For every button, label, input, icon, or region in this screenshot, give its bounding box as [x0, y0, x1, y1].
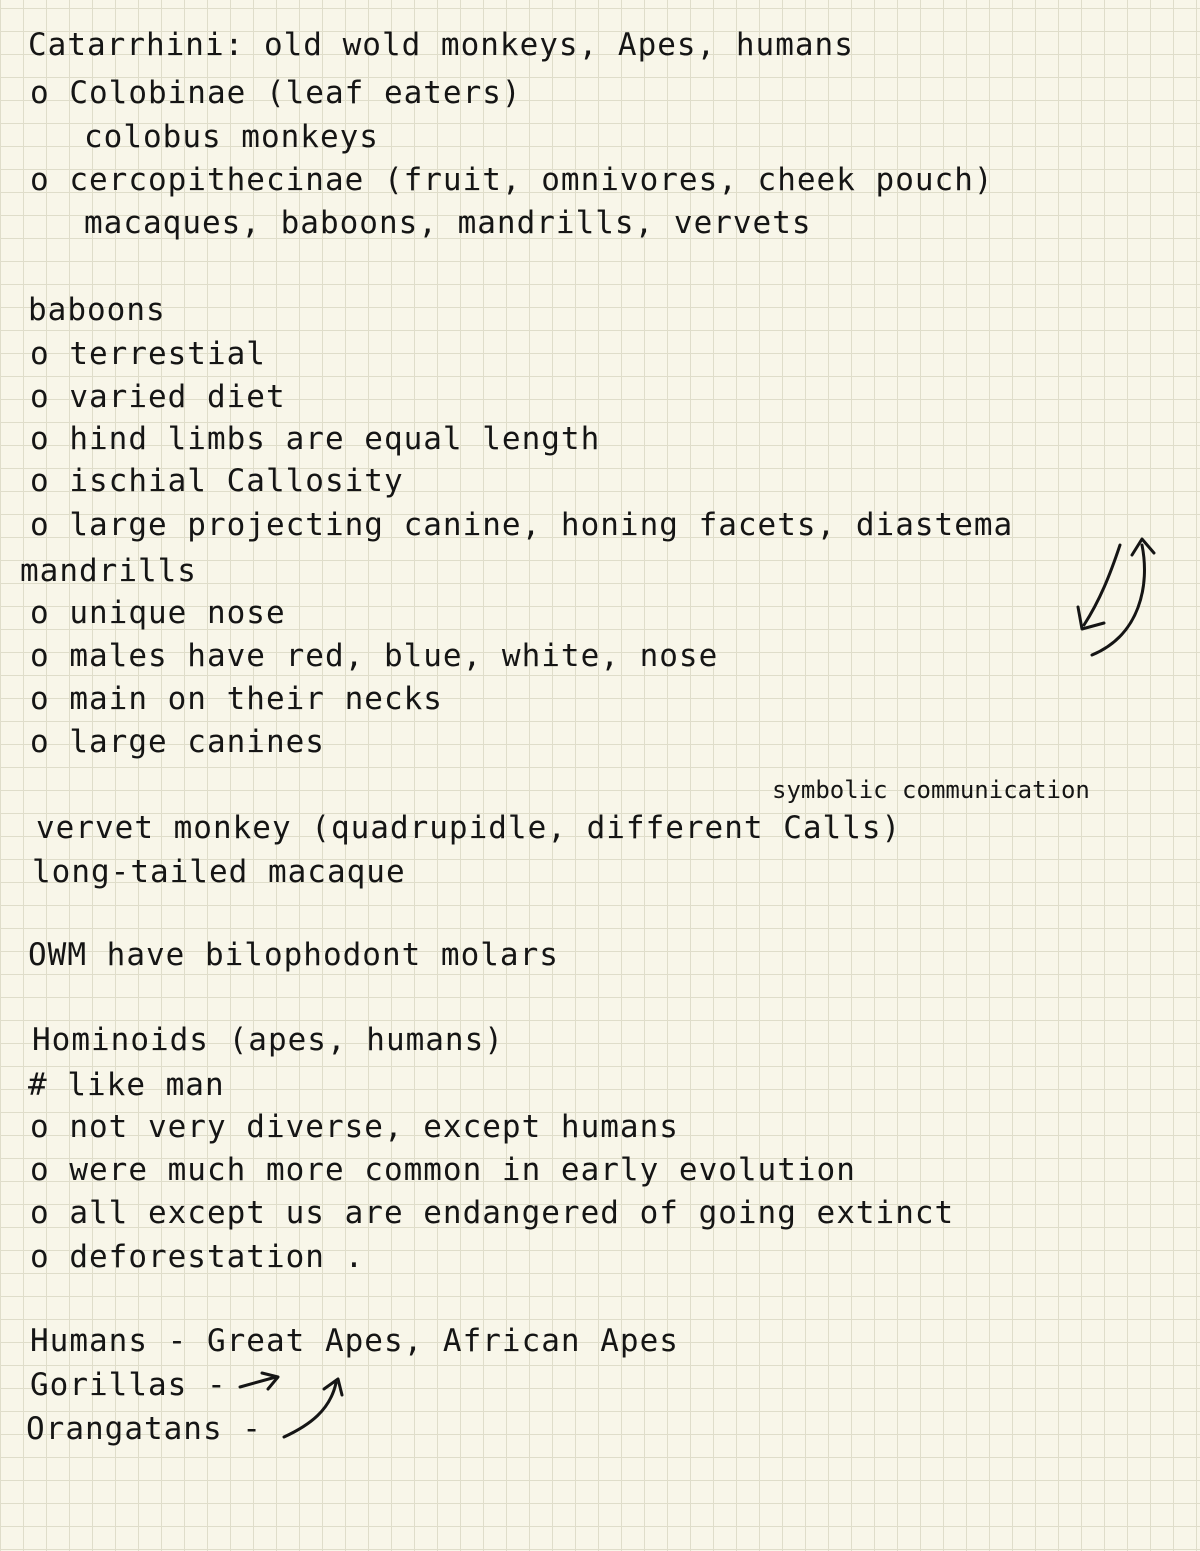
- gorillas-line: Gorillas -: [30, 1367, 227, 1403]
- symbolic-annotation: symbolic communication: [772, 776, 1090, 804]
- hominoids-item: o deforestation .: [30, 1242, 364, 1273]
- colobinae-example: colobus monkeys: [84, 119, 379, 155]
- mandrills-item: o unique nose: [30, 598, 286, 629]
- orangutans-line: Orangatans -: [26, 1411, 262, 1447]
- owm-line: OWM have bilophodont molars: [28, 937, 559, 973]
- mandrills-item: o main on their necks: [30, 684, 443, 715]
- cercopithecinae-item: o cercopithecinae (fruit, omnivores, cheek pouch): [30, 165, 994, 196]
- colobinae-item: o Colobinae (leaf eaters): [30, 78, 522, 109]
- baboons-item: o varied diet: [30, 382, 286, 413]
- baboons-item: o hind limbs are equal length: [30, 424, 600, 455]
- baboons-item: o terrestial: [30, 339, 266, 370]
- mandrills-item: o males have red, blue, white, nose: [30, 641, 718, 672]
- baboons-item: o large projecting canine, honing facets, diastema: [30, 510, 1013, 541]
- hominoids-item: o all except us are endangered of going extinct: [30, 1198, 954, 1229]
- baboons-item: o ischial Callosity: [30, 466, 404, 497]
- hominoids-note: # like man: [28, 1067, 225, 1103]
- cercopithecinae-examples: macaques, baboons, mandrills, vervets: [84, 205, 812, 241]
- mandrills-item: o large canines: [30, 727, 325, 758]
- curved-arrow-icon: [1070, 525, 1170, 665]
- hominoids-heading: Hominoids (apes, humans): [32, 1022, 504, 1058]
- mandrills-heading: mandrills: [20, 553, 197, 589]
- catarrhini-heading: Catarrhini: old wold monkeys, Apes, humans: [28, 27, 854, 63]
- macaque-line: long-tailed macaque: [32, 854, 406, 890]
- hominoids-item: o were much more common in early evolution: [30, 1155, 856, 1186]
- baboons-heading: baboons: [28, 292, 166, 328]
- vervet-line: vervet monkey (quadrupidle, different Calls): [36, 810, 902, 846]
- hominoids-item: o not very diverse, except humans: [30, 1112, 679, 1143]
- arrow-icon: [230, 1365, 370, 1445]
- humans-great-apes-line: Humans - Great Apes, African Apes: [30, 1323, 679, 1359]
